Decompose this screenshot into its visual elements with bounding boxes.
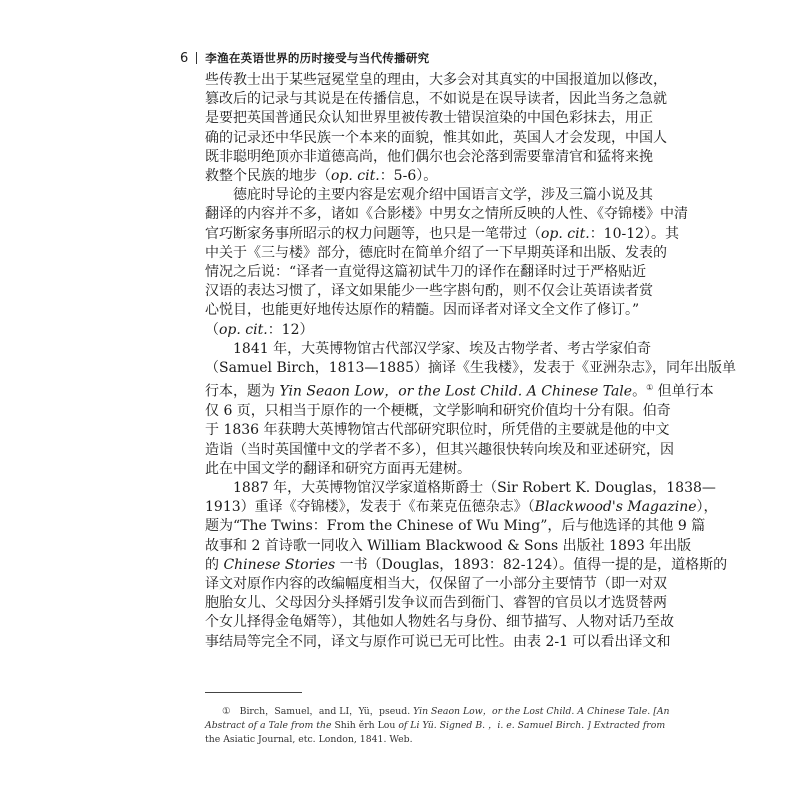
text-segment: 故事和 2 首诗歌一同收入 William Blackwood & Sons 出版社 1893 年出版 — [205, 537, 692, 554]
text-segment: （ — [205, 321, 219, 338]
text-line — [205, 71, 667, 90]
text-segment: 中关于《三与楼》部分，德庇时在简单介绍了一下早期英译和出版、发表的 — [205, 244, 667, 261]
text-line — [205, 205, 688, 224]
text-segment: 行本，题为 — [205, 383, 280, 400]
text-segment: 造诣（当时英国懂中文的学者不多），但其兴趣很快转向埃及和亚述研究，因 — [205, 441, 674, 458]
text-line — [205, 167, 601, 186]
text-segment: 情况之后说：“译者一直觉得这篇初试牛刀的译作在翻译时过于严格贴近 — [205, 264, 647, 281]
text-line — [205, 594, 667, 613]
text-line — [205, 109, 653, 128]
text-line — [205, 537, 692, 556]
text-segment: 翻译的内容并不多，诸如《合影楼》中男女之情所反映的人性、《夺锦楼》中清 — [205, 206, 688, 223]
book-title: 李渔在英语世界的历时接受与当代传播研究 — [205, 51, 430, 65]
text-line — [205, 460, 601, 479]
text-line — [205, 613, 674, 632]
text-segment: 些传教士出于某些冠冕堂皇的理由，大多会对其真实的中国报道加以修改， — [205, 72, 667, 88]
text-segment: 德庇时导论的主要内容是宏观介绍中国语言文学，涉及三篇小说及其 — [233, 187, 653, 204]
text-segment: Yin Seaon Low，or the Lost Child. A Chinese Tale. [An — [413, 706, 670, 717]
text-line — [205, 441, 674, 460]
footnote-rule — [205, 692, 302, 693]
text-line — [205, 148, 653, 167]
text-segment: 此在中国文学的翻译和研究方面再无建树。 — [205, 460, 471, 477]
text-segment: 1841 年，大英博物馆古代部汉学家、埃及古物学者、考古学家伯奇 — [233, 340, 652, 357]
text-segment: op. cit. — [331, 168, 380, 185]
text-line — [205, 282, 653, 301]
running-header — [180, 50, 429, 66]
text-segment: 1913）重译《夺锦楼》，发表于《布莱克伍德杂志》（ — [205, 499, 535, 516]
text-line — [205, 479, 716, 498]
text-segment: 但单行本 — [653, 383, 714, 400]
text-segment: ）， — [696, 499, 718, 516]
text-line — [205, 378, 714, 402]
text-line — [205, 244, 667, 263]
text-segment: 心悦目，也能更好地传达原作的精髓。因而译者对译文全文作了修订。” — [205, 302, 640, 319]
text-segment: Shih ěrh Lou — [334, 720, 396, 731]
text-segment: Yin Seaon Low，or the Lost Child. A Chinese Tale — [279, 383, 633, 400]
text-segment: 。 — [632, 383, 647, 400]
text-line — [205, 90, 667, 109]
text-segment: of Li Yü. Signed B. ，i. e. Samuel Birch. ] — [395, 720, 591, 731]
text-segment: 于 1836 年获聘大英博物馆古代部研究职位时，所凭借的主要就是他的中文 — [205, 422, 670, 439]
text-line — [205, 186, 653, 205]
text-segment: 胞胎女儿、父母因分头择婿引发争议而告到衙门、睿智的官员以才选贤替两 — [205, 595, 667, 612]
footnote-line — [205, 705, 670, 719]
body-text — [205, 71, 737, 652]
text-segment: op. cit. — [219, 321, 268, 338]
text-line — [205, 517, 706, 536]
page-number: 6 — [180, 50, 189, 66]
text-segment: 是要把英国普通民众认知世界里被传教士错误渲染的中国色彩抹去，用正 — [205, 110, 653, 127]
text-segment: 篡改后的记录与其说是在传播信息，不如说是在误导读者，因此当务之急就 — [205, 91, 667, 108]
text-segment: 事结局等完全不同，译文与原作可说已无可比性。由表 2-1 可以看出译文和 — [205, 633, 671, 650]
text-segment: the — [205, 734, 224, 745]
text-line — [205, 301, 640, 320]
text-segment: 题为“The Twins：From the Chinese of Wu Ming”，后与他选译的其他 9 篇 — [205, 518, 706, 535]
text-segment: 仅 6 页，只相当于原作的一个梗概，文学影响和研究价值均十分有限。伯奇 — [205, 403, 671, 420]
text-segment: ① Birch，Samuel，and LI，Yü，pseud. — [222, 706, 414, 717]
text-segment: （Samuel Birch，1813—1885）摘译《生我楼》，发表于《亚洲杂志》，同年出版单 — [205, 360, 737, 377]
text-segment: 1887 年，大英博物馆汉学家道格斯爵士（Sir Robert K. Douglas，1838— — [233, 479, 716, 496]
text-segment: 个女儿择得金龟婿等），其他如人物姓名与身份、细节描写、人物对话乃至故 — [205, 614, 674, 631]
text-line — [205, 575, 667, 594]
footnote-line — [205, 719, 666, 733]
text-segment: Extracted from — [593, 720, 666, 731]
text-segment: 救整个民族的地步（ — [205, 168, 331, 185]
text-segment: 的 — [205, 556, 224, 573]
text-segment: Chinese Stories — [223, 556, 336, 573]
text-segment: ：5-6）。 — [379, 168, 438, 185]
text-line — [205, 498, 718, 517]
text-segment: 译文对原作内容的改编幅度相当大，仅保留了一小部分主要情节（即一对双 — [205, 575, 667, 592]
text-line — [205, 321, 601, 340]
text-segment: 确的记录还中华民族一个本来的面貌，惟其如此，英国人才会发现，中国人 — [205, 129, 667, 146]
text-line — [205, 129, 667, 148]
text-segment: Blackwood's Magazine — [534, 499, 697, 516]
text-line — [205, 263, 647, 282]
text-segment: Abstract of a Tale from the — [205, 720, 335, 731]
text-line — [205, 359, 737, 378]
footnote-line — [205, 733, 601, 747]
text-segment: 汉语的表达习惯了，译文如果能少一些字斟句酌，则不仅会让英语读者赏 — [205, 283, 653, 300]
footnote — [205, 705, 670, 747]
text-segment: ：12） — [267, 321, 314, 338]
text-segment: ：10-12）。其 — [589, 225, 680, 242]
text-segment: op. cit. — [541, 225, 590, 242]
text-segment: 一书（Douglas，1893：82-124）。值得一提的是，道格斯的 — [335, 556, 728, 573]
text-line — [205, 340, 652, 359]
text-segment: 既非聪明绝顶亦非道德高尚，他们偶尔也会沦落到需要靠清官和猛将来挽 — [205, 148, 653, 165]
text-segment: 官巧断家务事所昭示的权力问题等，也只是一笔带过（ — [205, 225, 541, 242]
text-line — [205, 633, 671, 652]
text-line — [205, 402, 671, 421]
text-line — [205, 421, 670, 440]
header-divider — [196, 52, 197, 64]
text-line — [205, 556, 728, 575]
footnote-marker: ① — [646, 383, 654, 393]
text-segment: Asiatic Journal, etc. London, 1841. Web. — [223, 734, 413, 745]
text-line — [205, 225, 680, 244]
